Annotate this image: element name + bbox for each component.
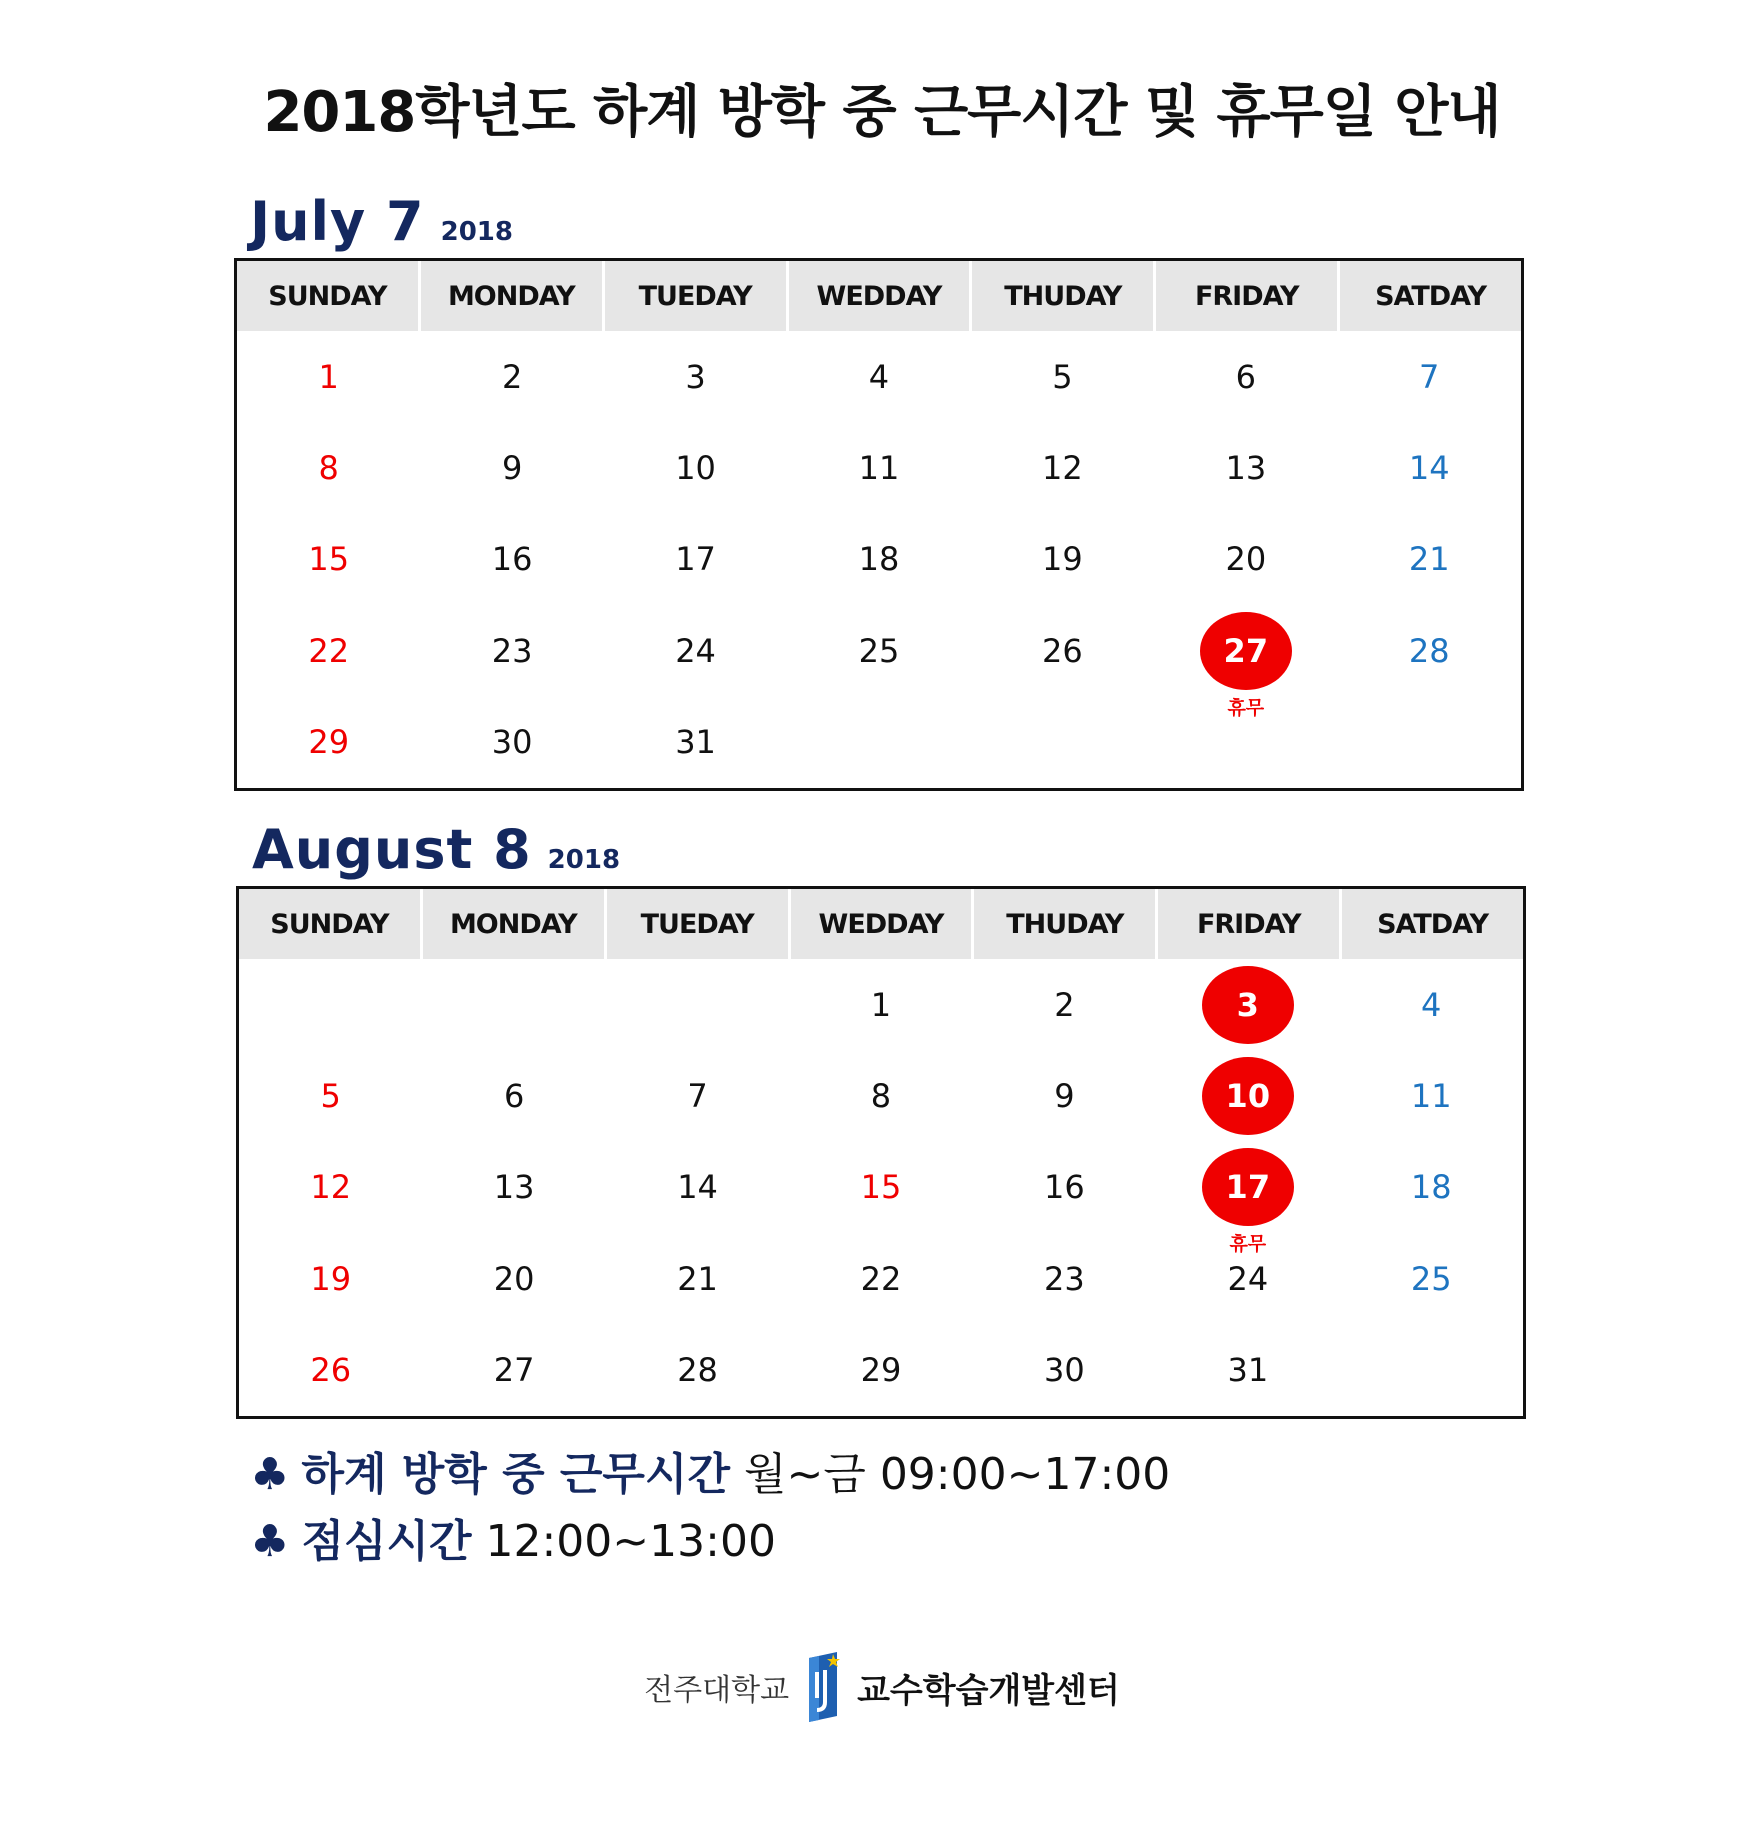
month-name: August 8 bbox=[252, 818, 532, 881]
date-number: 1 bbox=[870, 985, 892, 1024]
calendar-day-cell bbox=[1156, 959, 1339, 1050]
calendar-day-cell bbox=[422, 1142, 605, 1233]
calendar-day-cell bbox=[422, 1233, 605, 1324]
calendar-day-cell bbox=[787, 331, 970, 422]
calendar-day-cell bbox=[1156, 1050, 1339, 1141]
date-number: 2 bbox=[1054, 985, 1075, 1024]
day-header: THUDAY bbox=[974, 889, 1155, 959]
calendar-day-cell bbox=[973, 959, 1156, 1050]
date-number: 31 bbox=[1227, 1351, 1269, 1390]
calendar-header bbox=[237, 261, 1521, 331]
holiday-date: 10 bbox=[1225, 1077, 1271, 1116]
calendar-july bbox=[234, 258, 1524, 791]
lunch-hours-info bbox=[250, 1505, 776, 1569]
calendar-day-cell bbox=[237, 514, 420, 605]
month-heading-august bbox=[252, 818, 620, 881]
calendar-day-cell bbox=[1338, 331, 1521, 422]
calendar-week bbox=[237, 422, 1521, 513]
calendar-day-cell bbox=[971, 514, 1154, 605]
date-number: 20 bbox=[493, 1259, 535, 1298]
calendar-day-cell bbox=[789, 1233, 972, 1324]
calendar-day-cell bbox=[971, 422, 1154, 513]
date-number: 29 bbox=[308, 723, 350, 762]
date-number: 15 bbox=[860, 1168, 902, 1207]
calendar-day-cell bbox=[789, 959, 972, 1050]
info-value: 12:00~13:00 bbox=[485, 1516, 776, 1567]
date-number: 28 bbox=[1408, 631, 1450, 670]
calendar-day-cell bbox=[1154, 422, 1337, 513]
day-header: TUEDAY bbox=[607, 889, 788, 959]
date-number: 12 bbox=[310, 1168, 352, 1207]
calendar-day-cell bbox=[787, 422, 970, 513]
calendar-day-cell bbox=[1156, 1142, 1339, 1256]
info-label: 하계 방학 중 근무시간 bbox=[301, 1449, 730, 1500]
date-number: 23 bbox=[491, 631, 533, 670]
date-number: 14 bbox=[677, 1168, 718, 1207]
date-number: 18 bbox=[1410, 1168, 1452, 1207]
calendar-day-cell bbox=[604, 697, 787, 788]
date-number: 21 bbox=[1408, 540, 1450, 579]
date-number: 18 bbox=[858, 540, 900, 579]
calendar-day-cell bbox=[1338, 422, 1521, 513]
holiday-label: 휴무 bbox=[1227, 696, 1265, 719]
calendar-day-cell bbox=[1338, 605, 1521, 696]
calendar-day-cell bbox=[971, 331, 1154, 422]
date-number: 16 bbox=[491, 540, 533, 579]
date-number: 8 bbox=[318, 449, 339, 488]
work-hours-info bbox=[250, 1438, 1170, 1502]
date-number: 7 bbox=[1419, 357, 1440, 396]
calendar-day-cell bbox=[604, 422, 787, 513]
calendar-day-cell bbox=[1156, 1325, 1339, 1416]
date-number: 21 bbox=[677, 1259, 718, 1298]
footer bbox=[0, 1650, 1764, 1724]
month-heading-july bbox=[250, 190, 513, 253]
date-number: 9 bbox=[501, 449, 523, 488]
calendar-week bbox=[239, 1142, 1523, 1256]
day-header: WEDDAY bbox=[789, 261, 970, 331]
date-number: 5 bbox=[320, 1077, 341, 1116]
calendar-day-cell bbox=[1154, 514, 1337, 605]
date-number: 7 bbox=[687, 1077, 708, 1116]
day-header: FRIDAY bbox=[1158, 889, 1339, 959]
calendar-day-cell bbox=[604, 514, 787, 605]
month-year: 2018 bbox=[440, 217, 513, 247]
day-header: SUNDAY bbox=[237, 261, 418, 331]
date-number: 17 bbox=[675, 540, 716, 579]
calendar-day-cell bbox=[789, 1050, 972, 1141]
calendar-day-cell bbox=[606, 1142, 789, 1233]
calendar-day-cell bbox=[420, 697, 603, 788]
date-number: 28 bbox=[677, 1351, 718, 1390]
page-title: 2018학년도 하계 방학 중 근무시간 및 휴무일 안내 bbox=[263, 80, 1501, 145]
calendar-week bbox=[239, 1233, 1523, 1324]
day-header: FRIDAY bbox=[1156, 261, 1337, 331]
day-header: WEDDAY bbox=[791, 889, 972, 959]
club-icon: ♣ bbox=[250, 1516, 290, 1567]
date-number: 14 bbox=[1408, 449, 1450, 488]
calendar-day-cell bbox=[1338, 697, 1521, 788]
date-number: 6 bbox=[1235, 357, 1256, 396]
date-number: 27 bbox=[493, 1351, 535, 1390]
holiday-date: 3 bbox=[1236, 985, 1259, 1024]
calendar-day-cell bbox=[787, 605, 970, 696]
calendar-day-cell bbox=[1154, 331, 1337, 422]
date-number: 1 bbox=[318, 357, 339, 396]
date-number: 10 bbox=[675, 449, 716, 488]
calendar-week bbox=[237, 514, 1521, 605]
date-number: 2 bbox=[501, 357, 523, 396]
date-number: 11 bbox=[858, 449, 900, 488]
holiday-date: 27 bbox=[1223, 631, 1269, 670]
date-number: 5 bbox=[1052, 357, 1073, 396]
info-label: 점심시간 bbox=[301, 1516, 472, 1567]
calendar-day-cell bbox=[1340, 959, 1523, 1050]
calendar-day-cell bbox=[420, 605, 603, 696]
holiday-label: 휴무 bbox=[1229, 1233, 1267, 1256]
calendar-day-cell bbox=[239, 1325, 422, 1416]
calendar-week bbox=[237, 605, 1521, 719]
calendar-week bbox=[239, 959, 1523, 1050]
calendar-day-cell bbox=[237, 697, 420, 788]
day-header: TUEDAY bbox=[605, 261, 786, 331]
center-name: 교수학습개발센터 bbox=[857, 1670, 1120, 1711]
calendar-day-cell bbox=[604, 605, 787, 696]
calendar-day-cell bbox=[787, 697, 970, 788]
date-number: 31 bbox=[675, 723, 716, 762]
calendar-week bbox=[239, 1050, 1523, 1141]
calendar-day-cell bbox=[239, 1050, 422, 1141]
calendar-day-cell bbox=[606, 1325, 789, 1416]
calendar-day-cell bbox=[789, 1142, 972, 1233]
date-number: 24 bbox=[1227, 1259, 1269, 1298]
date-number: 29 bbox=[860, 1351, 902, 1390]
info-value: 월~금 09:00~17:00 bbox=[743, 1449, 1171, 1500]
calendar-week bbox=[239, 1325, 1523, 1416]
date-number: 12 bbox=[1042, 449, 1083, 488]
calendar-day-cell bbox=[604, 331, 787, 422]
calendar-day-cell bbox=[1340, 1325, 1523, 1416]
calendar-day-cell bbox=[422, 1325, 605, 1416]
date-number: 30 bbox=[1044, 1351, 1085, 1390]
day-header: MONDAY bbox=[423, 889, 604, 959]
calendar-day-cell bbox=[420, 422, 603, 513]
calendar-day-cell bbox=[973, 1325, 1156, 1416]
calendar-day-cell bbox=[1340, 1142, 1523, 1233]
calendar-day-cell bbox=[973, 1233, 1156, 1324]
university-name: 전주대학교 bbox=[644, 1673, 790, 1708]
calendar-day-cell bbox=[422, 1050, 605, 1141]
date-number: 16 bbox=[1044, 1168, 1085, 1207]
date-number: 25 bbox=[858, 631, 900, 670]
calendar-day-cell bbox=[606, 959, 789, 1050]
date-number: 8 bbox=[870, 1077, 892, 1116]
calendar-day-cell bbox=[422, 959, 605, 1050]
calendar-day-cell bbox=[789, 1325, 972, 1416]
date-number: 25 bbox=[1410, 1259, 1452, 1298]
date-number: 4 bbox=[868, 357, 890, 396]
calendar-day-cell bbox=[239, 959, 422, 1050]
calendar-day-cell bbox=[420, 514, 603, 605]
day-header: SATDAY bbox=[1342, 889, 1523, 959]
calendar-day-cell bbox=[1154, 605, 1337, 719]
university-logo-icon bbox=[803, 1650, 843, 1724]
holiday-date: 17 bbox=[1225, 1168, 1271, 1207]
date-number: 6 bbox=[503, 1077, 525, 1116]
date-number: 13 bbox=[1225, 449, 1267, 488]
calendar-day-cell bbox=[1340, 1050, 1523, 1141]
calendar-day-cell bbox=[239, 1142, 422, 1233]
month-year: 2018 bbox=[547, 845, 621, 875]
calendar-day-cell bbox=[1154, 697, 1337, 788]
day-header: SUNDAY bbox=[239, 889, 420, 959]
calendar-day-cell bbox=[787, 514, 970, 605]
date-number: 19 bbox=[310, 1259, 352, 1298]
calendar-day-cell bbox=[237, 331, 420, 422]
date-number: 9 bbox=[1054, 1077, 1075, 1116]
date-number: 26 bbox=[1042, 631, 1083, 670]
calendar-day-cell bbox=[1156, 1233, 1339, 1324]
calendar-body bbox=[239, 959, 1523, 1416]
calendar-day-cell bbox=[237, 422, 420, 513]
calendar-day-cell bbox=[1340, 1233, 1523, 1324]
calendar-day-cell bbox=[239, 1233, 422, 1324]
calendar-day-cell bbox=[973, 1142, 1156, 1233]
calendar-week bbox=[237, 697, 1521, 788]
calendar-header bbox=[239, 889, 1523, 959]
month-name: July 7 bbox=[250, 190, 425, 253]
date-number: 13 bbox=[493, 1168, 535, 1207]
date-number: 22 bbox=[860, 1259, 902, 1298]
calendar-day-cell bbox=[237, 605, 420, 696]
calendar-week bbox=[237, 331, 1521, 422]
day-header: MONDAY bbox=[421, 261, 602, 331]
date-number: 15 bbox=[308, 540, 350, 579]
date-number: 4 bbox=[1421, 985, 1442, 1024]
date-number: 30 bbox=[491, 723, 533, 762]
calendar-day-cell bbox=[971, 605, 1154, 696]
date-number: 20 bbox=[1225, 540, 1267, 579]
date-number: 11 bbox=[1410, 1077, 1452, 1116]
club-icon: ♣ bbox=[250, 1449, 290, 1500]
day-header: SATDAY bbox=[1340, 261, 1521, 331]
calendar-day-cell bbox=[973, 1050, 1156, 1141]
calendar-body bbox=[237, 331, 1521, 788]
date-number: 23 bbox=[1044, 1259, 1085, 1298]
calendar-day-cell bbox=[971, 697, 1154, 788]
calendar-august bbox=[236, 886, 1526, 1419]
calendar-day-cell bbox=[1338, 514, 1521, 605]
day-header: THUDAY bbox=[972, 261, 1153, 331]
date-number: 24 bbox=[675, 631, 716, 670]
date-number: 22 bbox=[308, 631, 350, 670]
calendar-day-cell bbox=[606, 1050, 789, 1141]
calendar-day-cell bbox=[606, 1233, 789, 1324]
date-number: 3 bbox=[685, 357, 706, 396]
date-number: 19 bbox=[1042, 540, 1083, 579]
calendar-day-cell bbox=[420, 331, 603, 422]
date-number: 26 bbox=[310, 1351, 352, 1390]
